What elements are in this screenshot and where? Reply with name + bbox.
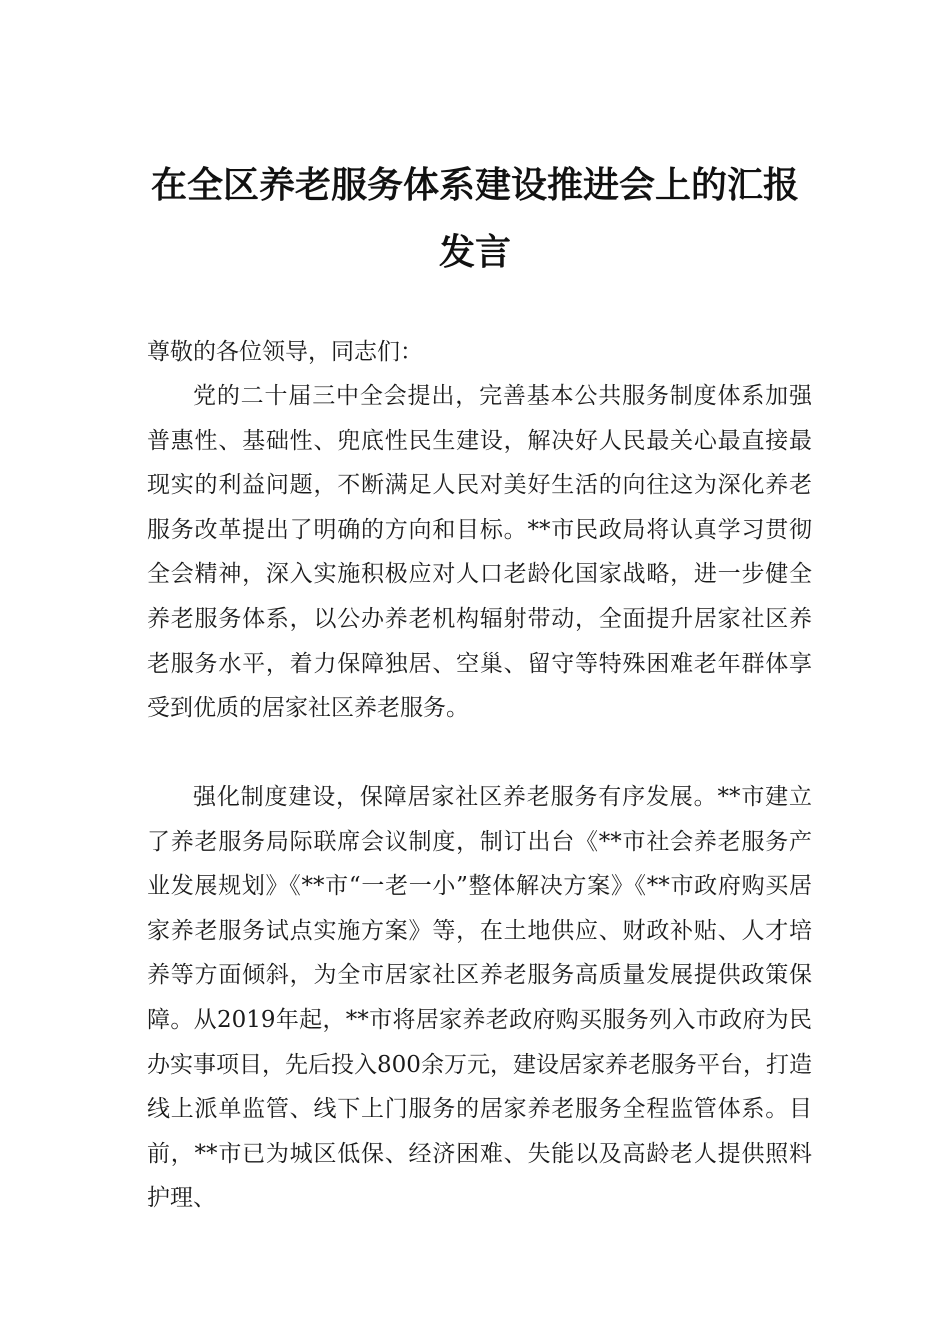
paragraph: 党的二十届三中全会提出，完善基本公共服务制度体系加强普惠性、基础性、兜底性民生建设，解决好人民最关心最直接最现实的利益问题，不断满足人民对美好生活的向往这为深化养老服务改革提出了明确的方向和目标。**市民政局将认真学习贯彻全会精神，深入实施积极应对人口老龄化国家战略，进一步健全养老服务体系，以公办养老机构辐射带动，全面提升居家社区养老服务水平，着力保障独居、空巢、留守等特殊困难老年群体享受到优质的居家社区养老服务。 xyxy=(147,383,812,722)
paragraph-1-block xyxy=(147,374,812,731)
paragraph: 强化制度建设，保障居家社区养老服务有序发展。**市建立了养老服务局际联席会议制度，制订出台《**市社会养老服务产业发展规划》《**市“一老一小”整体解决方案》《**市政府购买居家养老服务试点实施方案》等，在土地供应、财政补贴、人才培养等方面倾斜，为全市居家社区养老服务高质量发展提供政策保障。从2019年起，**市将居家养老政府购买服务列入市政府为民办实事项目，先后投入800余万元，建设居家养老服务平台，打造线上派单监管、线下上门服务的居家养老服务全程监管体系。目前，**市已为城区低保、经济困难、失能以及高龄老人提供照料护理、 xyxy=(147,784,812,1212)
greeting: 尊敬的各位领导，同志们： xyxy=(147,339,423,365)
document-title-line-1: 在全区养老服务体系建设推进会上的汇报 xyxy=(150,164,799,206)
paragraph-2-block xyxy=(147,775,812,1221)
document-title-line-2: 发言 xyxy=(438,231,511,273)
